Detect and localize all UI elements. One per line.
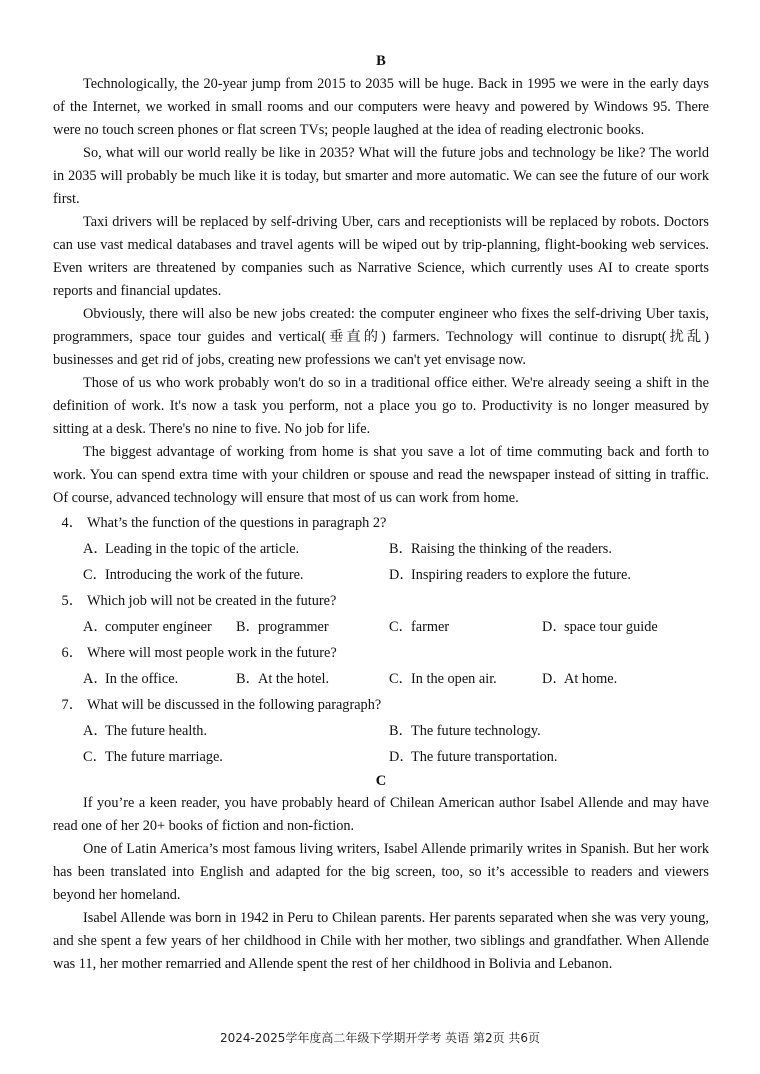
option-letter: C． — [389, 619, 413, 635]
option-letter: A． — [83, 671, 108, 687]
option-letter: A． — [83, 619, 108, 635]
option-letter: C． — [389, 671, 413, 687]
option-letter: D． — [389, 749, 414, 765]
question-5 — [53, 588, 709, 614]
question-text: Which job will not be created in the future? — [87, 593, 337, 609]
question-text: Where will most people work in the future? — [87, 645, 337, 661]
passage-b-paragraph-3: Taxi drivers will be replaced by self-driving Uber, cars and receptionists will be replaced by robots. Doctors can use vast medical databases and travel agents will be wiped out by trip-planning, flight-booking web services. Even writers are threatened by companies such as Narrative Science, which currently uses AI to create sports reports and financial updates. — [53, 214, 709, 299]
option-text: The future transportation. — [411, 749, 558, 765]
option-letter: B． — [389, 541, 413, 557]
option-text: space tour guide — [564, 619, 658, 635]
option-text: computer engineer — [105, 619, 212, 635]
option-text: The future health. — [105, 723, 208, 739]
question-4 — [53, 510, 709, 536]
option-b — [389, 718, 541, 744]
option-a — [83, 614, 236, 640]
option-c — [83, 562, 389, 588]
passage-b-paragraph-5: Those of us who work probably won't do so in a traditional office either. We're already seeing a shift in the definition of work. It's now a task you perform, not a place you go to. Productivity is no longer measured by sitting at a desk. There's no nine to five. No job for life. — [53, 375, 709, 437]
option-d — [542, 614, 658, 640]
page-footer: 2024-2025学年度高二年级下学期开学考 英语 第2页 共6页 — [219, 1031, 541, 1045]
question-number: 5． — [61, 593, 83, 609]
option-text: At the hotel. — [258, 671, 330, 687]
option-text: Raising the thinking of the readers. — [411, 541, 612, 557]
option-letter: D． — [542, 671, 567, 687]
option-text: Introducing the work of the future. — [105, 567, 304, 583]
option-letter: D． — [542, 619, 567, 635]
option-letter: A． — [83, 723, 108, 739]
passage-c-paragraph-2: One of Latin America’s most famous living writers, Isabel Allende primarily writes in Spanish. But her work has been translated into English and adapted for the big screen, too, so it’s accessible to readers and viewers beyond her homeland. — [53, 841, 709, 903]
option-text: The future technology. — [411, 723, 541, 739]
option-c — [389, 666, 542, 692]
passage-b-paragraph-2: So, what will our world really be like in 2035? What will the future jobs and technology be like? The world in 2035 will probably be much like it is today, but smarter and more automatic. We can see the future of our work first. — [53, 145, 709, 207]
option-text: programmer — [258, 619, 329, 635]
passage-b-paragraph-6: The biggest advantage of working from home is shat you save a lot of time commuting back and forth to work. You can spend extra time with your children or spouse and read the newspaper instead of sitting in traffic. Of course, advanced technology will ensure that most of us can work from home. — [53, 444, 709, 506]
question-4-options-row-2 — [53, 562, 709, 588]
option-letter: A． — [83, 541, 108, 557]
question-7 — [53, 692, 709, 718]
option-a — [83, 666, 236, 692]
question-text: What will be discussed in the following paragraph? — [87, 697, 382, 713]
question-number: 4． — [61, 515, 83, 531]
option-letter: B． — [236, 619, 260, 635]
option-letter: D． — [389, 567, 414, 583]
option-text: At home. — [564, 671, 618, 687]
option-d — [389, 562, 631, 588]
option-letter: C． — [83, 749, 107, 765]
option-text: In the office. — [105, 671, 179, 687]
question-6-options — [53, 666, 709, 692]
question-5-options — [53, 614, 709, 640]
option-a — [83, 536, 389, 562]
option-text: The future marriage. — [105, 749, 223, 765]
option-b — [389, 536, 612, 562]
question-4-options-row-1 — [53, 536, 709, 562]
passage-c-paragraph-1: If you’re a keen reader, you have probably heard of Chilean American author Isabel Allende and may have read one of her 20+ books of fiction and non-fiction. — [53, 795, 709, 834]
passage-b-paragraph-1: Technologically, the 20-year jump from 2015 to 2035 will be huge. Back in 1995 we were in the early days of the Internet, we worked in small rooms and our computers were heavy and powered by Windows 95. There were no touch screen phones or flat screen TVs; people laughed at the idea of reading electronic books. — [53, 76, 709, 138]
option-text: Inspiring readers to explore the future. — [411, 567, 631, 583]
option-c — [389, 614, 542, 640]
option-text: In the open air. — [411, 671, 497, 687]
section-b-title: B — [376, 53, 386, 69]
question-text: What’s the function of the questions in paragraph 2? — [87, 515, 387, 531]
option-letter: B． — [389, 723, 413, 739]
option-letter: B． — [236, 671, 260, 687]
question-7-options-row-1 — [53, 718, 709, 744]
section-c-title: C — [375, 773, 387, 789]
question-7-options-row-2 — [53, 744, 709, 770]
option-c — [83, 744, 389, 770]
passage-c-paragraph-3: Isabel Allende was born in 1942 in Peru to Chilean parents. Her parents separated when she was very young, and she spent a few years of her childhood in Chile with her mother, two siblings and grandfather. When Allende was 11, her mother remarried and Allende spent the rest of her childhood in Bolivia and Lebanon. — [53, 910, 709, 972]
document-page — [53, 50, 709, 976]
question-number: 6． — [61, 645, 83, 661]
passage-b-paragraph-4: Obviously, there will also be new jobs created: the computer engineer who fixes the self-driving Uber taxis, programmers, space tour guides and vertical(垂直的) farmers. Technology will continue to disrupt(扰乱) businesses and get rid of jobs, creating new professions we can't yet envisage now. — [53, 306, 709, 368]
option-b — [236, 666, 389, 692]
question-6 — [53, 640, 709, 666]
option-d — [542, 666, 617, 692]
question-number: 7． — [61, 697, 83, 713]
option-d — [389, 744, 558, 770]
option-text: Leading in the topic of the article. — [105, 541, 300, 557]
option-a — [83, 718, 389, 744]
option-text: farmer — [411, 619, 450, 635]
option-b — [236, 614, 389, 640]
option-letter: C． — [83, 567, 107, 583]
